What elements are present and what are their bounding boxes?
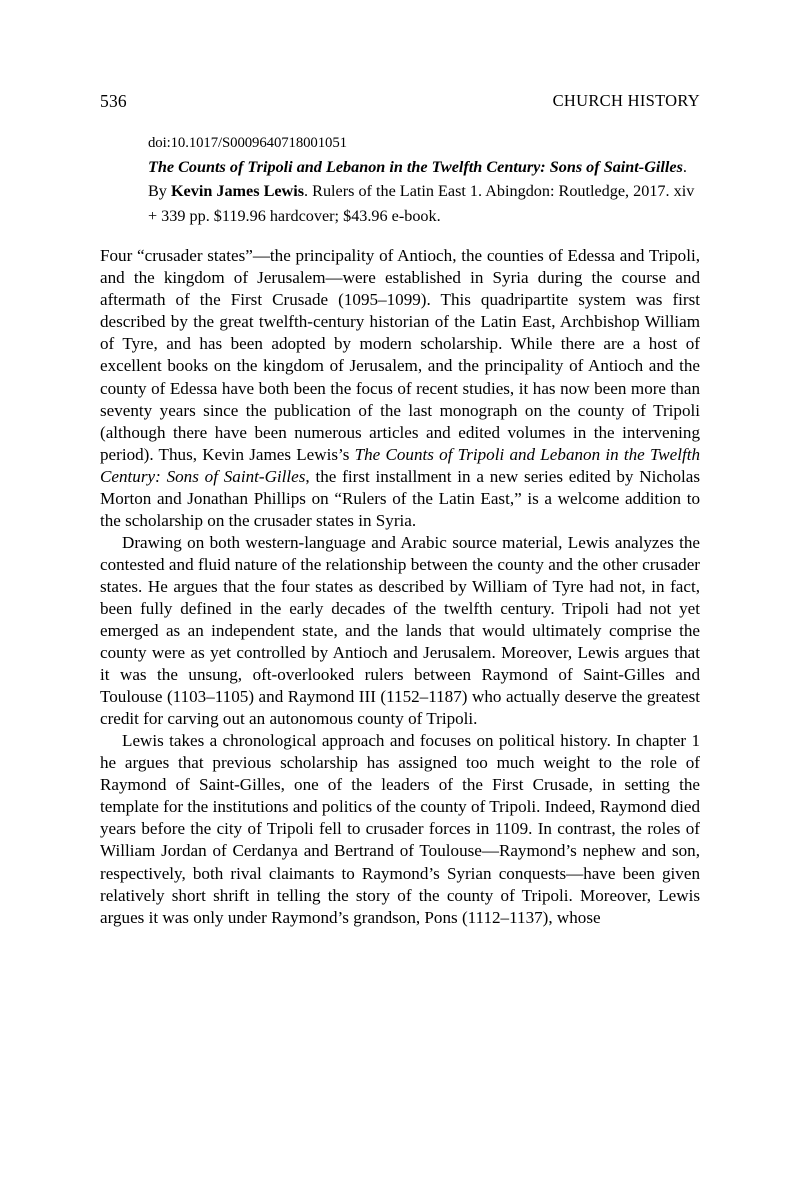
article-body xyxy=(100,245,700,928)
paragraph-1-part-2: , the first installment in a new series edited by Nicholas Morton and Jonathan Phillips on “Rulers of the Latin East,” is a welcome addition to the scholarship on the crusader states in Syria. xyxy=(100,466,700,530)
body-paragraph-2: Drawing on both western-language and Arabic source material, Lewis analyzes the contested and fluid nature of the relationship between the county and the other crusader states. He argues that the four states as described by William of Tyre had not, in fact, been fully defined in the early decades of the twelfth century. Tripoli had not yet emerged as an independent state, and the lands that would ultimately comprise the county were as yet controlled by Antioch and Jerusalem. Moreover, Lewis argues that it was the unsung, oft-overlooked rulers between Raymond of Saint-Gilles and Toulouse (1103–1105) and Raymond III (1152–1187) who actually deserve the greatest credit for carving out an autonomous county of Tripoli. xyxy=(100,532,700,729)
body-paragraph-3: Lewis takes a chronological approach and focuses on political history. In chapter 1 he argues that previous scholarship has assigned too much weight to the role of Raymond of Saint-Gilles, one of the leaders of the First Crusade, in setting the template for the institutions and politics of the county of Tripoli. Indeed, Raymond died years before the city of Tripoli fell to crusader forces in 1109. In contrast, the roles of William Jordan of Cerdanya and Bertrand of Toulouse—Raymond’s nephew and son, respectively, both rival claimants to Raymond’s Syrian conquests—have been given relatively short shrift in telling the story of the county of Tripoli. Moreover, Lewis argues it was only under Raymond’s grandson, Pons (1112–1137), whose xyxy=(100,731,700,927)
book-author: Kevin James Lewis xyxy=(170,182,305,201)
book-title: The Counts of Tripoli and Lebanon in the Twelfth Century: Sons of Saint-Gilles xyxy=(148,158,683,176)
doi-text: doi:10.1017/S0009640718001051 xyxy=(148,135,347,151)
paragraph-1-part-1: Four “crusader states”—the principality of Antioch, the counties of Edessa and Tripoli, and the kingdom of Jerusalem—were established in Syria during the course and aftermath of the First Crusade (1095–1099). This quadripartite system was first described by the great twelfth-century historian of the Latin East, Archbishop William of Tyre, and has been adopted by modern scholarship. While there are a host of excellent books on the kingdom of Jerusalem, and the principality of Antioch and the county of Edessa have both been the focus of recent studies, it has now been more than seventy years since the publication of the last monograph on the county of Tripoli (although there have been numerous articles and edited volumes in the intervening period). Thus, Kevin James Lewis’s xyxy=(100,246,700,464)
by-label: . By xyxy=(148,158,687,201)
body-paragraph-1 xyxy=(100,245,700,532)
running-head xyxy=(100,90,700,124)
citation-text xyxy=(148,155,700,228)
page-number: 536 xyxy=(100,91,127,111)
citation-publication-details: . Rulers of the Latin East 1. Abingdon: Routledge, 2017. xiv + 339 pp. $119.96 hardcover; $43.96 e-book. xyxy=(148,182,695,225)
page-content xyxy=(100,0,700,929)
book-citation-block xyxy=(148,132,700,228)
journal-title: CHURCH HISTORY xyxy=(552,91,700,110)
paragraph-1-italic-title: The Counts of Tripoli and Lebanon in the Twelfth Century: Sons of Saint-Gilles xyxy=(100,444,700,486)
